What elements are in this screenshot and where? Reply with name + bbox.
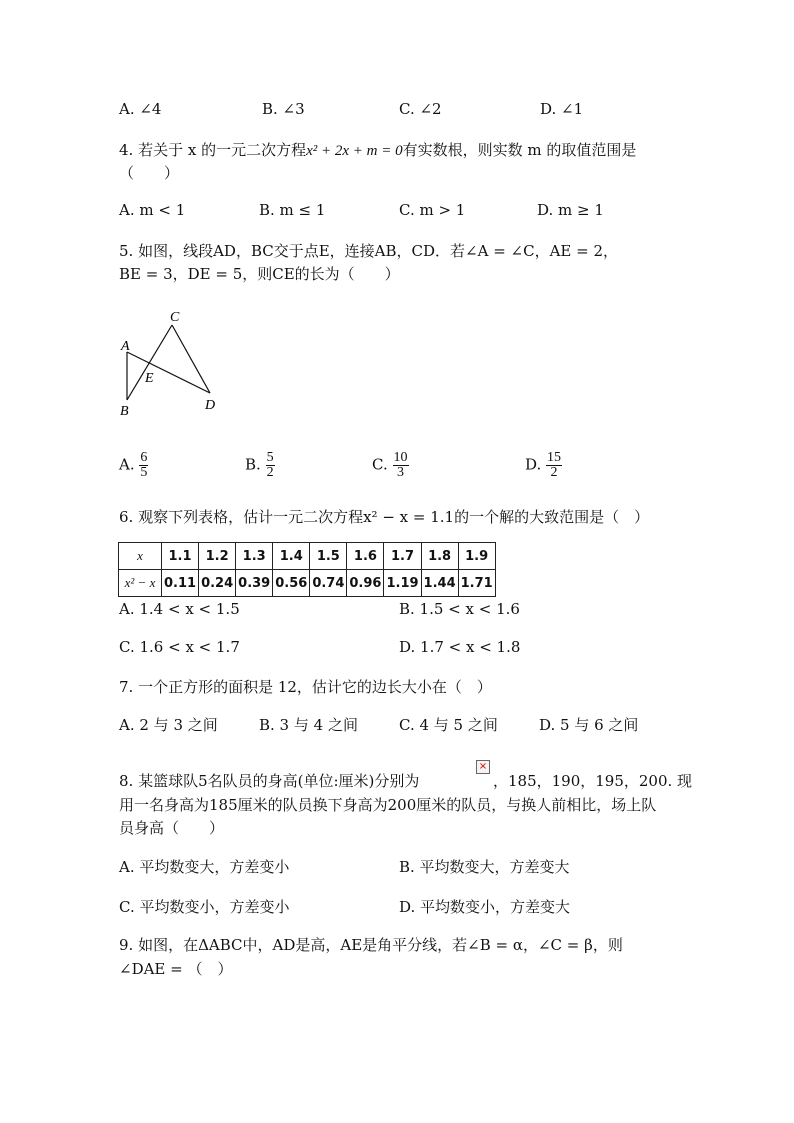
table-row bbox=[119, 543, 496, 570]
table-cell: 0.39 bbox=[236, 570, 273, 597]
q5-stem-line1: 5. 如图，线段AD，BC交于点E，连接AB，CD．若∠A = ∠C，AE = 2， bbox=[119, 242, 619, 260]
q5-option-a-fraction bbox=[139, 451, 148, 480]
table-cell: 1.5 bbox=[310, 543, 347, 570]
q4-stem-line1 bbox=[119, 139, 636, 160]
q4-equation: x² + 2x + m = 0 bbox=[306, 143, 403, 159]
q8-stem-line2: 用一名身高为185厘米的队员换下身高为200厘米的队员，与换人前相比，场上队 bbox=[119, 796, 657, 814]
table-cell: 1.3 bbox=[236, 543, 273, 570]
table-cell: 1.9 bbox=[458, 543, 495, 570]
segment-ad bbox=[127, 352, 210, 393]
q8-option-c: C. 平均数变小，方差变小 bbox=[119, 898, 290, 916]
q3-option-d: D. ∠1 bbox=[540, 100, 584, 118]
q4-option-c: C. m > 1 bbox=[399, 201, 466, 219]
q5-option-d-den: 2 bbox=[550, 465, 558, 480]
q5-option-b-fraction bbox=[266, 451, 275, 480]
q6-value-table bbox=[118, 542, 496, 597]
q8-stem-line3: 员身高（ ） bbox=[119, 819, 225, 837]
q5-option-b bbox=[245, 451, 275, 480]
q5-option-d-fraction bbox=[546, 451, 562, 480]
q4-stem-text-b: 有实数根，则实数 m 的取值范围是 bbox=[402, 141, 637, 159]
table-cell: 1.4 bbox=[273, 543, 310, 570]
table-cell: 0.56 bbox=[273, 570, 310, 597]
table-row bbox=[119, 570, 496, 597]
q6-option-a: A. 1.4 < x < 1.5 bbox=[119, 600, 240, 618]
q5-option-a-num: 6 bbox=[140, 450, 148, 465]
q5-option-c-fraction bbox=[393, 451, 409, 480]
q4-stem-text-a: 4. 若关于 x 的一元二次方程 bbox=[119, 141, 307, 159]
table-cell: 0.24 bbox=[199, 570, 236, 597]
q6-option-c: C. 1.6 < x < 1.7 bbox=[119, 638, 240, 656]
q5-option-b-den: 2 bbox=[266, 465, 274, 480]
q5-option-b-num: 5 bbox=[266, 450, 274, 465]
q6-option-d: D. 1.7 < x < 1.8 bbox=[399, 638, 521, 656]
q5-option-b-letter: B. bbox=[245, 455, 261, 474]
table-cell: 1.44 bbox=[421, 570, 458, 597]
table-cell: 1.1 bbox=[162, 543, 199, 570]
q4-option-d: D. m ≥ 1 bbox=[537, 201, 604, 219]
table-cell: 1.7 bbox=[384, 543, 421, 570]
q7-option-c: C. 4 与 5 之间 bbox=[399, 716, 498, 734]
q8-stem-line1-a: 8. 某篮球队5名队员的身高(单位:厘米)分别为 bbox=[119, 772, 420, 790]
label-c: C bbox=[170, 310, 180, 325]
q3-option-b: B. ∠3 bbox=[262, 100, 305, 118]
q8-option-b: B. 平均数变大，方差变大 bbox=[399, 858, 570, 876]
q5-option-c-num: 10 bbox=[393, 450, 408, 465]
q4-stem-line2: （ ） bbox=[119, 164, 180, 182]
table-row-head-x: x bbox=[119, 543, 162, 570]
q7-option-d: D. 5 与 6 之间 bbox=[539, 716, 639, 734]
label-e: E bbox=[145, 371, 154, 386]
label-d: D bbox=[205, 398, 216, 413]
broken-image-icon: × bbox=[476, 760, 490, 774]
q8-stem-line1-b: ，185，190，195，200. 现 bbox=[493, 772, 693, 790]
q5-option-a-letter: A. bbox=[119, 455, 135, 474]
label-b: B bbox=[120, 404, 129, 419]
table-cell: 1.6 bbox=[347, 543, 384, 570]
q5-option-c-den: 3 bbox=[397, 465, 404, 480]
q7-option-a: A. 2 与 3 之间 bbox=[119, 716, 218, 734]
q5-option-a bbox=[119, 451, 148, 480]
q5-option-c bbox=[372, 451, 409, 480]
table-cell: 0.96 bbox=[347, 570, 384, 597]
table-cell: 0.74 bbox=[310, 570, 347, 597]
q5-stem-line2: BE = 3，DE = 5，则CE的长为（ ） bbox=[119, 265, 400, 283]
table-cell: 1.19 bbox=[384, 570, 421, 597]
q5-option-c-letter: C. bbox=[372, 455, 388, 474]
q5-triangle-figure bbox=[112, 305, 232, 420]
q7-stem: 7. 一个正方形的面积是 12，估计它的边长大小在（ ） bbox=[119, 678, 492, 696]
q4-option-b: B. m ≤ 1 bbox=[259, 201, 326, 219]
q5-option-a-den: 5 bbox=[140, 465, 148, 480]
q8-option-a: A. 平均数变大，方差变小 bbox=[119, 858, 290, 876]
q5-option-d bbox=[525, 451, 562, 480]
table-cell: 1.8 bbox=[421, 543, 458, 570]
table-cell: 1.71 bbox=[458, 570, 495, 597]
q6-option-b: B. 1.5 < x < 1.6 bbox=[399, 600, 520, 618]
table-cell: 0.11 bbox=[162, 570, 199, 597]
segment-cd bbox=[172, 325, 210, 393]
q8-option-d: D. 平均数变小，方差变大 bbox=[399, 898, 571, 916]
table-cell: 1.2 bbox=[199, 543, 236, 570]
label-a: A bbox=[121, 339, 130, 354]
q5-option-d-num: 15 bbox=[547, 450, 562, 465]
q5-option-d-letter: D. bbox=[525, 455, 542, 474]
table-row-head-x2-x: x² − x bbox=[119, 570, 162, 597]
q3-option-c: C. ∠2 bbox=[399, 100, 442, 118]
q9-stem-line1: 9. 如图，在ΔABC中，AD是高，AE是角平分线，若∠B = α，∠C = β，则 bbox=[119, 936, 623, 954]
q9-stem-line2: ∠DAE = （ ） bbox=[119, 960, 233, 978]
q4-option-a: A. m < 1 bbox=[119, 201, 186, 219]
q6-stem: 6. 观察下列表格，估计一元二次方程x² − x = 1.1的一个解的大致范围是（ ） bbox=[119, 508, 650, 526]
q7-option-b: B. 3 与 4 之间 bbox=[259, 716, 358, 734]
q3-option-a: A. ∠4 bbox=[119, 100, 162, 118]
